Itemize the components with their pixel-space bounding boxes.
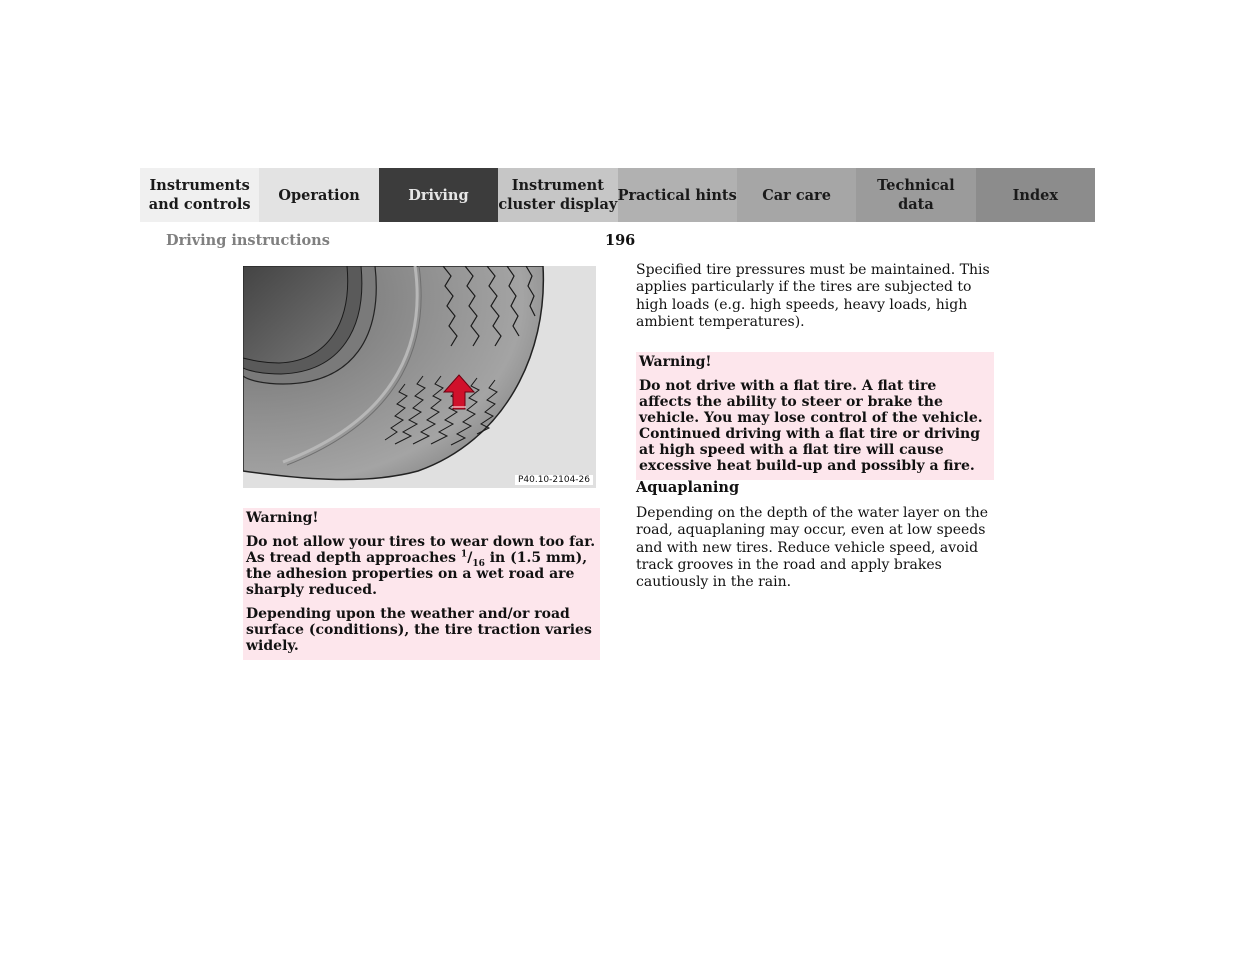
tab-index[interactable]: Index (976, 168, 1095, 222)
tab-driving[interactable]: Driving (379, 168, 498, 222)
section-title: Driving instructions (166, 232, 330, 249)
tab-car-care[interactable]: Car care (737, 168, 856, 222)
tire-illustration (243, 266, 596, 488)
figure-label: P40.10-2104-26 (515, 475, 593, 485)
warning-title: Warning! (639, 354, 712, 370)
aquaplaning-paragraph: Depending on the depth of the water layer on the road, aquaplaning may occur, even at low speeds and with new tires. Reduce vehicle speed, avoid track grooves in the road and apply brakes cautiously in the rain. (636, 505, 989, 591)
warning-box-flat-tire (636, 352, 994, 480)
tire-pressure-paragraph: Specified tire pressures must be maintained. This applies particularly if the tires are subjected to high loads (e.g. high speeds, heavy loads, high ambient temperatures). (636, 262, 990, 330)
warning-paragraph-tread-depth: Do not allow your tires to wear down too far. As tread depth approaches $^1/_{16}$ in (1.5 mm), the adhesion properties on a wet road are sharply reduced. (246, 534, 596, 598)
warning-paragraph-flat-tire: Do not drive with a flat tire. A flat tire affects the ability to steer or brake the vehicle. You may lose control of the vehicle. Continued driving with a flat tire or driving at high speed with a flat tire will cause excessive heat build-up and possibly a fire. (639, 378, 983, 474)
tab-operation[interactable]: Operation (259, 168, 378, 222)
tire-tread-icon (243, 266, 596, 488)
tab-technical-data[interactable]: Technical data (856, 168, 975, 222)
tab-practical-hints[interactable]: Practical hints (618, 168, 737, 222)
tab-instruments-and-controls[interactable]: Instruments and controls (140, 168, 259, 222)
warning-box-tire-wear (243, 508, 600, 660)
tab-instrument-cluster-display[interactable]: Instrument cluster display (498, 168, 617, 222)
warning-paragraph-traction: Depending upon the weather and/or road surface (conditions), the tire traction varies widely. (246, 606, 592, 654)
chapter-navigation (140, 168, 1095, 222)
aquaplaning-heading: Aquaplaning (636, 479, 740, 496)
warning-title: Warning! (246, 510, 319, 526)
page-number: 196 (605, 232, 636, 249)
